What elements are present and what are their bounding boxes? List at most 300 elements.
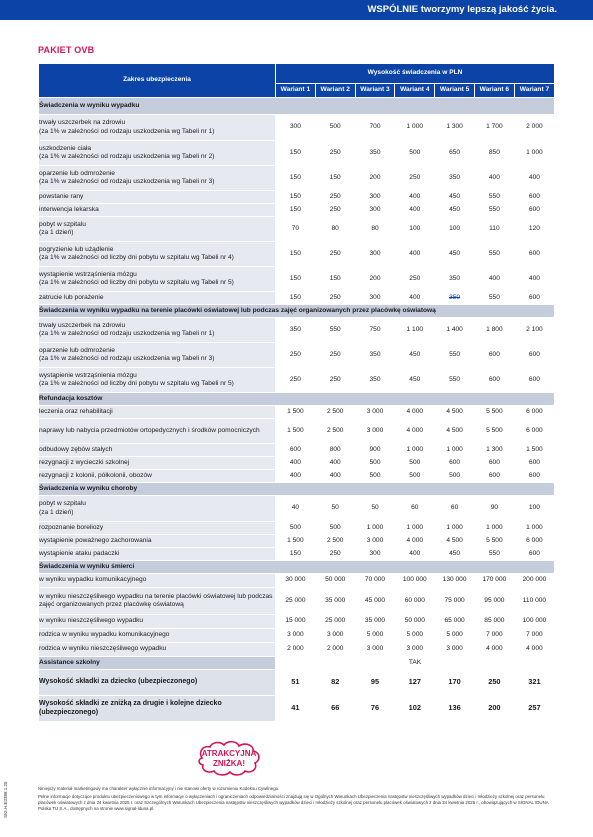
value-cell-variant-7: 1 000 — [514, 522, 554, 535]
value-cell-variant-4: 500 — [395, 457, 435, 470]
value-cell-variant-1: 250 — [276, 368, 316, 393]
table-row — [39, 406, 555, 419]
value-cell-variant-3: 900 — [355, 444, 395, 457]
value-cell-variant-3: 1 000 — [355, 522, 395, 535]
table-row — [39, 368, 555, 393]
row-label — [39, 470, 276, 483]
value-cell-variant-3: 3 000 — [355, 406, 395, 419]
value-cell-variant-5: 1 000 — [435, 522, 475, 535]
table-row — [39, 166, 555, 191]
variant-header-5: Wariant 5 — [435, 84, 475, 98]
value-cell-variant-2: 2 500 — [315, 419, 355, 444]
value-cell-variant-6: 600 — [474, 457, 514, 470]
value-cell-variant-3: 3 000 — [355, 643, 395, 657]
value-cell-variant-1: 150 — [276, 292, 316, 305]
value-cell-variant-4: 400 — [395, 548, 435, 561]
value-cell-variant-4: 1 000 — [395, 115, 435, 141]
benefit-amount-header: Wysokość świadczenia w PLN — [276, 64, 555, 84]
value-cell-variant-7: 6 000 — [514, 535, 554, 548]
value-cell-variant-2: 250 — [315, 292, 355, 305]
value-cell-variant-2: 400 — [315, 457, 355, 470]
tagline: WSPÓLNIE tworzymy lepszą jakość życia. — [367, 4, 557, 15]
value-cell-variant-1: 400 — [276, 470, 316, 483]
row-label-text: rezygnacji z wycieczki szkolnej — [39, 458, 130, 466]
value-cell-variant-5: 5 000 — [435, 629, 475, 643]
value-cell-variant-1: 150 — [276, 141, 316, 166]
value-cell-variant-3: 500 — [355, 470, 395, 483]
row-label-text: w wyniku nieszczęśliwego wypadku na terenie placówki oświatowej lub podczas zajęć organizowanych przez placówkę oświatową — [39, 592, 273, 608]
badge-line1: ATRAKCYJNA — [201, 749, 257, 758]
section-header: Świadczenia w wyniku choroby — [39, 483, 555, 496]
row-label-text: pobyt w szpitalu — [39, 220, 86, 228]
value-cell-variant-5: 60 — [435, 496, 475, 522]
value-cell-variant-1: 1 500 — [276, 406, 316, 419]
row-label — [39, 496, 276, 522]
variant-header-3: Wariant 3 — [355, 84, 395, 98]
value-cell-variant-4: 1 100 — [395, 318, 435, 343]
section-header: Świadczenia w wyniku wypadku na terenie placówki oświatowej lub podczas zajęć organizowanych przez placówkę oświatową — [39, 305, 555, 318]
value-cell-variant-5: 4 500 — [435, 406, 475, 419]
footer-disclaimer — [38, 786, 554, 814]
value-cell-variant-6: 600 — [474, 343, 514, 368]
variant-header-7: Wariant 7 — [514, 84, 554, 98]
row-label-text: trwały uszczerbek na zdrowiu — [39, 321, 126, 329]
table-row — [39, 191, 555, 204]
value-cell-variant-3: 350 — [355, 343, 395, 368]
value-cell-variant-2: 3 000 — [315, 629, 355, 643]
value-cell-variant-4: 450 — [395, 343, 435, 368]
row-label-text: pobyt w szpitalu — [39, 500, 86, 508]
value-cell-variant-4: 250 — [395, 166, 435, 191]
value-cell-variant-3: 45 000 — [355, 588, 395, 615]
row-label — [39, 588, 276, 615]
value-cell-variant-7: 6 000 — [514, 419, 554, 444]
value-cell-variant-1: 40 — [276, 496, 316, 522]
value-cell-variant-7: 100 — [514, 496, 554, 522]
row-label-text: wystąpienie ataku padaczki — [39, 549, 120, 557]
value-cell-variant-3: 300 — [355, 242, 395, 267]
value-cell-variant-6: 1 000 — [474, 522, 514, 535]
row-label-text: trwały uszczerbek na zdrowiu — [39, 119, 126, 127]
value-cell-variant-3: 50 — [355, 496, 395, 522]
value-cell-variant-5: 550 — [435, 343, 475, 368]
value-cell-variant-6: 1 800 — [474, 318, 514, 343]
value-cell-variant-5: 450 — [435, 204, 475, 217]
table-row — [39, 643, 555, 657]
table-row — [39, 292, 555, 305]
variant-header-2: Wariant 2 — [315, 84, 355, 98]
value-cell-variant-7: 2 100 — [514, 318, 554, 343]
value-cell-variant-2: 500 — [315, 522, 355, 535]
value-cell-variant-2: 35 000 — [315, 588, 355, 615]
value-cell-variant-7: 7 000 — [514, 629, 554, 643]
value-cell-variant-7: 1 000 — [514, 141, 554, 166]
row-label — [39, 548, 276, 561]
value-cell-variant-3: 35 000 — [355, 615, 395, 629]
row-label-text: rodzica w wyniku nieszczęśliwego wypadku — [39, 645, 167, 653]
value-cell-variant-7: 100 000 — [514, 615, 554, 629]
value-cell-variant-5: 350 — [435, 267, 475, 292]
premium-row — [39, 696, 555, 722]
premium-value-variant-3: 76 — [355, 696, 395, 722]
value-cell-variant-4: 50 000 — [395, 615, 435, 629]
top-banner — [0, 0, 593, 20]
row-label-note: (za 1% w zależności od rodzaju uszkodzenia wg Tabeli nr 3) — [39, 355, 215, 362]
value-cell-variant-5: 4 500 — [435, 535, 475, 548]
value-cell-variant-4: 4 000 — [395, 535, 435, 548]
premium-value-variant-5: 136 — [435, 696, 475, 722]
premium-row — [39, 670, 555, 696]
value-cell-variant-1: 150 — [276, 204, 316, 217]
benefits-table — [38, 63, 555, 722]
table-row — [39, 343, 555, 368]
value-cell-variant-6: 550 — [474, 204, 514, 217]
row-label-text: zatrucie lub porażenie — [39, 293, 104, 301]
value-cell-variant-6: 550 — [474, 292, 514, 305]
value-cell-variant-1: 1 500 — [276, 535, 316, 548]
value-cell-variant-4: 400 — [395, 204, 435, 217]
value-cell-variant-4: 500 — [395, 141, 435, 166]
value-cell-variant-6: 4 000 — [474, 643, 514, 657]
value-cell-variant-6: 600 — [474, 470, 514, 483]
value-cell-variant-3: 200 — [355, 166, 395, 191]
row-label — [39, 343, 276, 368]
table-row — [39, 204, 555, 217]
table-row — [39, 629, 555, 643]
premium-value-variant-6: 200 — [474, 696, 514, 722]
value-cell-variant-3: 300 — [355, 191, 395, 204]
table-row — [39, 457, 555, 470]
row-label — [39, 204, 276, 217]
value-cell-variant-3: 700 — [355, 115, 395, 141]
row-label — [39, 191, 276, 204]
table-row — [39, 496, 555, 522]
row-label — [39, 419, 276, 444]
row-label-text: wystąpienie wstrząśnienia mózgu — [39, 270, 137, 278]
value-cell-variant-4: 60 000 — [395, 588, 435, 615]
value-cell-variant-3: 350 — [355, 368, 395, 393]
value-cell-variant-5: 500 — [435, 470, 475, 483]
premium-value-variant-5: 170 — [435, 670, 475, 696]
value-cell-variant-4: 450 — [395, 368, 435, 393]
value-cell-variant-3: 300 — [355, 204, 395, 217]
package-title: PAKIET OVB — [38, 45, 95, 55]
premium-value-variant-2: 82 — [315, 670, 355, 696]
value-cell-variant-2: 2 000 — [315, 643, 355, 657]
value-cell-variant-4: 1 000 — [395, 444, 435, 457]
row-label-note: (za 1% w zależności od rodzaju uszkodzenia wg Tabeli nr 1) — [39, 330, 215, 337]
value-cell-variant-6: 95 000 — [474, 588, 514, 615]
value-cell-variant-4: 5 000 — [395, 629, 435, 643]
value-cell-variant-3: 300 — [355, 548, 395, 561]
value-cell-variant-1: 600 — [276, 444, 316, 457]
value-cell-variant-5: 4 500 — [435, 419, 475, 444]
value-cell-variant-1: 15 000 — [276, 615, 316, 629]
value-cell-variant-2: 250 — [315, 141, 355, 166]
value-cell-variant-7: 110 000 — [514, 588, 554, 615]
value-cell-variant-1: 500 — [276, 522, 316, 535]
value-cell-variant-1: 70 — [276, 217, 316, 242]
value-cell-variant-6: 1 300 — [474, 444, 514, 457]
scope-column-header: Zakres ubezpieczenia — [39, 64, 276, 98]
premium-value-variant-4: 127 — [395, 670, 435, 696]
section-header: Świadczenia w wyniku wypadku — [39, 98, 555, 115]
row-label — [39, 406, 276, 419]
value-cell-variant-7: 4 000 — [514, 643, 554, 657]
variant-header-6: Wariant 6 — [474, 84, 514, 98]
value-cell-variant-2: 250 — [315, 242, 355, 267]
value-cell-variant-3: 3 000 — [355, 419, 395, 444]
row-label-text: wystąpienie poważnego zachorowania — [39, 536, 152, 544]
row-label-note: (za 1% w zależności od rodzaju uszkodzenia wg Tabeli nr 3) — [39, 178, 215, 185]
value-cell-variant-5: 550 — [435, 368, 475, 393]
value-cell-variant-3: 80 — [355, 217, 395, 242]
value-cell-variant-1: 150 — [276, 242, 316, 267]
value-cell-variant-6: 850 — [474, 141, 514, 166]
value-cell-variant-5: 450 — [435, 548, 475, 561]
value-cell-variant-6: 400 — [474, 166, 514, 191]
value-cell-variant-1: 2 000 — [276, 643, 316, 657]
row-label — [39, 141, 276, 166]
table-row — [39, 115, 555, 141]
value-cell-variant-3: 200 — [355, 267, 395, 292]
row-label-text: wystąpienie wstrząśnienia mózgu — [39, 371, 137, 379]
row-label-text: odbudowy zębów stałych — [39, 445, 113, 453]
footer-line-1: Niniejszy materiał marketingowy ma charakter wyłącznie informacyjny i nie stanowi oferty w rozumieniu Kodeksu Cywilnego. — [38, 786, 280, 791]
value-cell-variant-5: 75 000 — [435, 588, 475, 615]
value-cell-variant-2: 250 — [315, 368, 355, 393]
value-cell-variant-3: 350 — [355, 141, 395, 166]
document-code-text: SIG.H.E3388.1.25 — [3, 781, 8, 818]
value-cell-variant-7: 1 500 — [514, 444, 554, 457]
value-cell-variant-2: 150 — [315, 166, 355, 191]
value-cell-variant-2: 250 — [315, 343, 355, 368]
value-cell-variant-2: 25 000 — [315, 615, 355, 629]
row-label-note: (za 1 dzień) — [39, 508, 74, 516]
premium-value-variant-1: 51 — [276, 670, 316, 696]
row-label — [39, 574, 276, 588]
row-label — [39, 444, 276, 457]
premium-value-variant-1: 41 — [276, 696, 316, 722]
value-cell-variant-3: 70 000 — [355, 574, 395, 588]
value-cell-variant-5: 130 000 — [435, 574, 475, 588]
value-cell-variant-6: 85 000 — [474, 615, 514, 629]
row-label-text: naprawy lub nabycia przedmiotów ortopedycznych i środków pomocniczych — [39, 426, 260, 434]
table-row — [39, 267, 555, 292]
row-label-note: (za 1% w zależności od liczby dni pobytu w szpitalu wg Tabeli nr 5) — [39, 380, 234, 387]
value-cell-variant-1: 350 — [276, 318, 316, 343]
value-cell-variant-2: 250 — [315, 191, 355, 204]
value-cell-variant-3: 3 000 — [355, 535, 395, 548]
table-row — [39, 242, 555, 267]
value-cell-variant-4: 1 000 — [395, 522, 435, 535]
assistance-row — [39, 657, 555, 670]
value-cell-variant-1: 300 — [276, 115, 316, 141]
table-row — [39, 419, 555, 444]
premium-value-variant-6: 250 — [474, 670, 514, 696]
table-row — [39, 217, 555, 242]
value-cell-variant-4: 400 — [395, 191, 435, 204]
value-cell-variant-6: 550 — [474, 242, 514, 267]
row-label-text: w wyniku nieszczęśliwego wypadku — [39, 617, 144, 625]
value-cell-variant-2: 550 — [315, 318, 355, 343]
value-cell-variant-7: 600 — [514, 470, 554, 483]
row-label-text: rodzica w wyniku wypadku komunikacyjnego — [39, 631, 170, 639]
value-cell-variant-6: 400 — [474, 267, 514, 292]
premium-value-variant-3: 95 — [355, 670, 395, 696]
value-cell-variant-2: 250 — [315, 204, 355, 217]
value-cell-variant-6: 5 500 — [474, 419, 514, 444]
value-cell-variant-4: 400 — [395, 292, 435, 305]
row-label-note: (za 1% w zależności od liczby dni pobytu w szpitalu wg Tabeli nr 4) — [39, 254, 234, 261]
value-cell-variant-2: 50 000 — [315, 574, 355, 588]
value-cell-variant-5: 600 — [435, 457, 475, 470]
value-cell-variant-6: 170 000 — [474, 574, 514, 588]
value-cell-variant-1: 150 — [276, 267, 316, 292]
value-cell-variant-7: 400 — [514, 267, 554, 292]
row-label — [39, 643, 276, 657]
value-cell-variant-4: 250 — [395, 267, 435, 292]
table-row — [39, 318, 555, 343]
row-label-text: uszkodzenie ciała — [39, 144, 92, 152]
value-cell-variant-5: 65 000 — [435, 615, 475, 629]
value-cell-variant-6: 550 — [474, 191, 514, 204]
value-cell-variant-4: 100 000 — [395, 574, 435, 588]
premium-label: Wysokość składki ze zniżką za drugie i kolejne dziecko (ubezpieczonego) — [39, 696, 276, 722]
row-label-text: rezygnacji z kolonii, półkolonii, obozów — [39, 471, 152, 479]
value-cell-variant-2: 400 — [315, 470, 355, 483]
value-cell-variant-5: 350 — [435, 292, 475, 305]
assistance-value: TAK — [276, 657, 555, 670]
premium-value-variant-7: 257 — [514, 696, 554, 722]
table-row — [39, 588, 555, 615]
premium-label: Wysokość składki za dziecko (ubezpieczonego) — [39, 670, 276, 696]
value-cell-variant-7: 600 — [514, 457, 554, 470]
premium-value-variant-2: 66 — [315, 696, 355, 722]
table-row — [39, 141, 555, 166]
value-cell-variant-1: 30 000 — [276, 574, 316, 588]
variant-header-4: Wariant 4 — [395, 84, 435, 98]
row-label — [39, 629, 276, 643]
value-cell-variant-1: 150 — [276, 191, 316, 204]
value-cell-variant-6: 550 — [474, 548, 514, 561]
value-cell-variant-5: 3 000 — [435, 643, 475, 657]
row-label-text: leczenia oraz rehabilitacji — [39, 407, 113, 415]
value-cell-variant-7: 120 — [514, 217, 554, 242]
row-label-text: pogryzienie lub użądlenie — [39, 245, 114, 253]
value-cell-variant-1: 400 — [276, 457, 316, 470]
row-label — [39, 115, 276, 141]
value-cell-variant-7: 6 000 — [514, 406, 554, 419]
table-row — [39, 548, 555, 561]
value-cell-variant-7: 400 — [514, 166, 554, 191]
table-row — [39, 522, 555, 535]
row-label — [39, 522, 276, 535]
value-cell-variant-7: 600 — [514, 242, 554, 267]
value-cell-variant-2: 2 500 — [315, 406, 355, 419]
table-row — [39, 535, 555, 548]
row-label — [39, 318, 276, 343]
value-cell-variant-5: 1 400 — [435, 318, 475, 343]
value-cell-variant-6: 1 700 — [474, 115, 514, 141]
value-cell-variant-5: 1 300 — [435, 115, 475, 141]
value-cell-variant-4: 3 000 — [395, 643, 435, 657]
row-label-text: rozpoznanie boreliozy — [39, 523, 104, 531]
row-label — [39, 457, 276, 470]
value-cell-variant-7: 600 — [514, 204, 554, 217]
value-cell-variant-5: 450 — [435, 242, 475, 267]
table-row — [39, 444, 555, 457]
value-cell-variant-5: 450 — [435, 191, 475, 204]
row-label-note: (za 1 dzień) — [39, 229, 74, 236]
footer-line-2: Pełne informacje dotyczące produktu ubezpieczeniowego w tym informacje o wyłączeniach i ograniczeniach odpowiedzialności znajdują się w Ogólnych Warunkach Ubezpieczenia następstw nieszczęśliwych wypadków dzieci i młodzieży szkolnej oraz personelu placówek oświatowych z dnia 24 kwietnia 2025 r. oraz Szczególnych Warunkach Ubezpieczenia następstw nieszczęśliwych wypadków dzieci i młodzieży szkolnej oraz personelu placówek oświatowych z dnia 24 kwietnia 2025 r., obowiązujących w SIGNAL IDUNA Polska TU S.A., dostępnych na stronie www.signal-iduna.pl. — [38, 794, 549, 811]
value-cell-variant-1: 25 000 — [276, 588, 316, 615]
value-cell-variant-7: 600 — [514, 191, 554, 204]
value-cell-variant-3: 750 — [355, 318, 395, 343]
value-cell-variant-5: 350 — [435, 166, 475, 191]
document-code — [2, 760, 12, 820]
value-cell-variant-3: 5 000 — [355, 629, 395, 643]
row-label — [39, 217, 276, 242]
row-label — [39, 166, 276, 191]
row-label-note: (za 1% w zależności od liczby dni pobytu w szpitalu wg Tabeli nr 5) — [39, 279, 234, 286]
value-cell-variant-7: 600 — [514, 548, 554, 561]
value-cell-variant-1: 3 000 — [276, 629, 316, 643]
value-cell-variant-7: 2 000 — [514, 115, 554, 141]
value-cell-variant-7: 600 — [514, 343, 554, 368]
row-label — [39, 292, 276, 305]
value-cell-variant-6: 7 000 — [474, 629, 514, 643]
assistance-label: Assistance szkolny — [39, 657, 276, 670]
value-cell-variant-2: 2 500 — [315, 535, 355, 548]
value-cell-variant-3: 300 — [355, 292, 395, 305]
value-cell-variant-2: 800 — [315, 444, 355, 457]
value-cell-variant-1: 250 — [276, 343, 316, 368]
value-cell-variant-7: 600 — [514, 292, 554, 305]
value-cell-variant-5: 1 000 — [435, 444, 475, 457]
premium-value-variant-7: 321 — [514, 670, 554, 696]
value-cell-variant-5: 650 — [435, 141, 475, 166]
row-label — [39, 267, 276, 292]
value-cell-variant-1: 150 — [276, 166, 316, 191]
row-label-text: w wyniku wypadku komunikacyjnego — [39, 576, 147, 584]
section-header: Refundacja kosztów — [39, 393, 555, 406]
badge-line2: ZNIŻKA! — [213, 759, 245, 768]
row-label-text: powstanie rany — [39, 192, 84, 200]
value-cell-variant-4: 4 000 — [395, 419, 435, 444]
row-label-text: oparzenie lub odmrożenie — [39, 169, 115, 177]
value-cell-variant-4: 500 — [395, 470, 435, 483]
variant-header-1: Wariant 1 — [276, 84, 316, 98]
attractive-discount-badge — [196, 740, 262, 776]
value-cell-variant-5: 100 — [435, 217, 475, 242]
row-label-text: oparzenie lub odmrożenie — [39, 346, 115, 354]
row-label — [39, 368, 276, 393]
value-cell-variant-2: 250 — [315, 548, 355, 561]
row-label — [39, 242, 276, 267]
value-cell-variant-4: 60 — [395, 496, 435, 522]
value-cell-variant-6: 110 — [474, 217, 514, 242]
value-cell-variant-6: 5 500 — [474, 535, 514, 548]
premium-value-variant-4: 102 — [395, 696, 435, 722]
value-cell-variant-4: 100 — [395, 217, 435, 242]
row-label — [39, 615, 276, 629]
row-label-text: interwencja lekarska — [39, 205, 99, 213]
table-row — [39, 615, 555, 629]
table-row — [39, 574, 555, 588]
value-cell-variant-1: 150 — [276, 548, 316, 561]
value-cell-variant-6: 5 500 — [474, 406, 514, 419]
